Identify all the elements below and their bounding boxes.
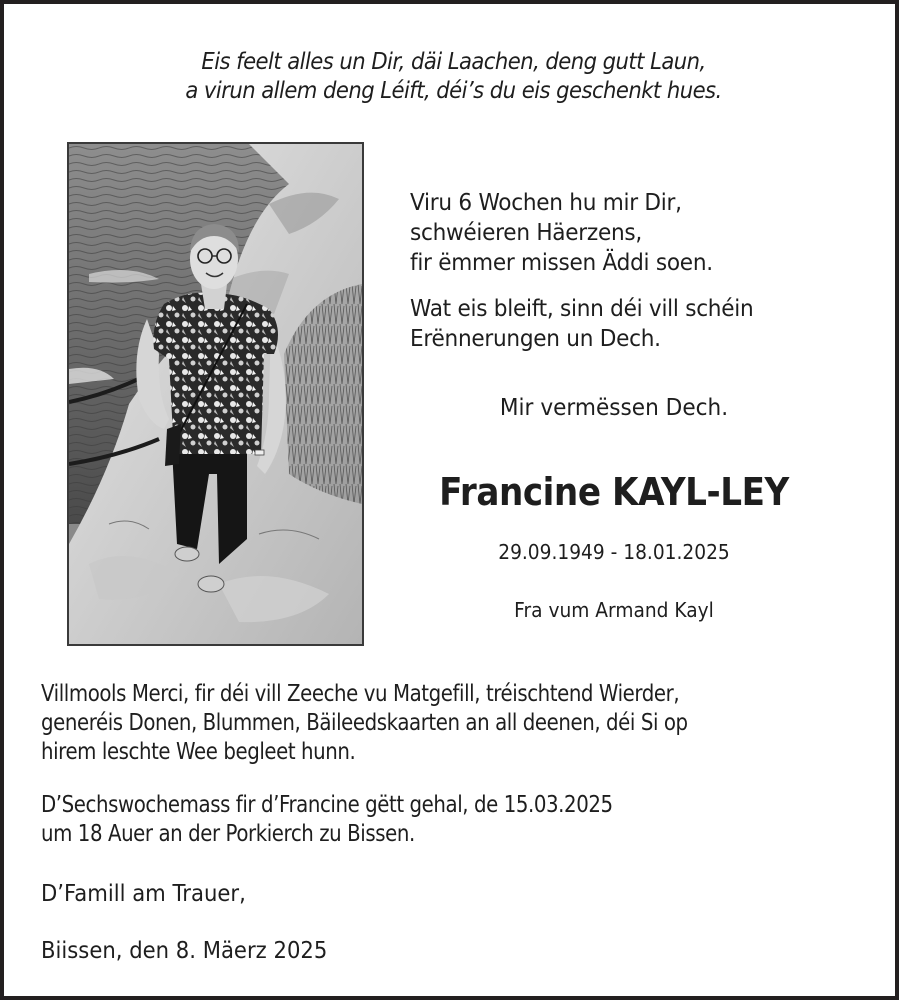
- life-dates: 29.09.1949 - 18.01.2025: [498, 540, 730, 564]
- mass-line: D’Sechswochemass fir d’Francine gëtt gehal, de 15.03.2025: [41, 792, 613, 818]
- place-and-date: Biissen, den 8. Mäerz 2025: [41, 938, 328, 964]
- thanks-line: Villmools Merci, fir déi vill Zeeche vu Matgefill, tréischtend Wierder,: [41, 681, 680, 707]
- poem-line: schwéieren Häerzens,: [410, 220, 642, 246]
- poem-line: Erënnerungen un Dech.: [410, 326, 661, 352]
- portrait-image: [69, 144, 362, 644]
- poem-line: fir ëmmer missen Äddi soen.: [410, 250, 713, 276]
- portrait-photo: [67, 142, 364, 646]
- relation-line: Fra vum Armand Kayl: [514, 598, 714, 622]
- epigraph-line: Eis feelt alles un Dir, däi Laachen, deng gutt Laun,: [201, 49, 706, 75]
- thanks-paragraph: [41, 680, 688, 767]
- poem-line: Wat eis bleift, sinn déi vill schéin: [410, 296, 754, 322]
- poem-line: Viru 6 Wochen hu mir Dir,: [410, 190, 682, 216]
- poem-closing-line: Mir vermëssen Dech.: [499, 395, 729, 421]
- mass-paragraph: [41, 791, 688, 849]
- family-signature: D’Famill am Trauer,: [41, 881, 246, 907]
- epigraph-line: a virun allem deng Léift, déi’s du eis geschenkt hues.: [185, 78, 722, 104]
- epigraph: [40, 48, 867, 106]
- notice-body: [41, 680, 688, 873]
- mass-line: um 18 Auer an der Porkierch zu Bissen.: [41, 821, 415, 847]
- poem-stanza: [410, 188, 753, 278]
- poem: [410, 188, 753, 370]
- poem-stanza: [410, 294, 753, 354]
- thanks-line: generéis Donen, Blummen, Bäileedskaarten an all deenen, déi Si op: [41, 710, 688, 736]
- deceased-name: Francine KAYL-LEY: [439, 470, 789, 514]
- thanks-line: hirem leschte Wee begleet hunn.: [41, 739, 356, 765]
